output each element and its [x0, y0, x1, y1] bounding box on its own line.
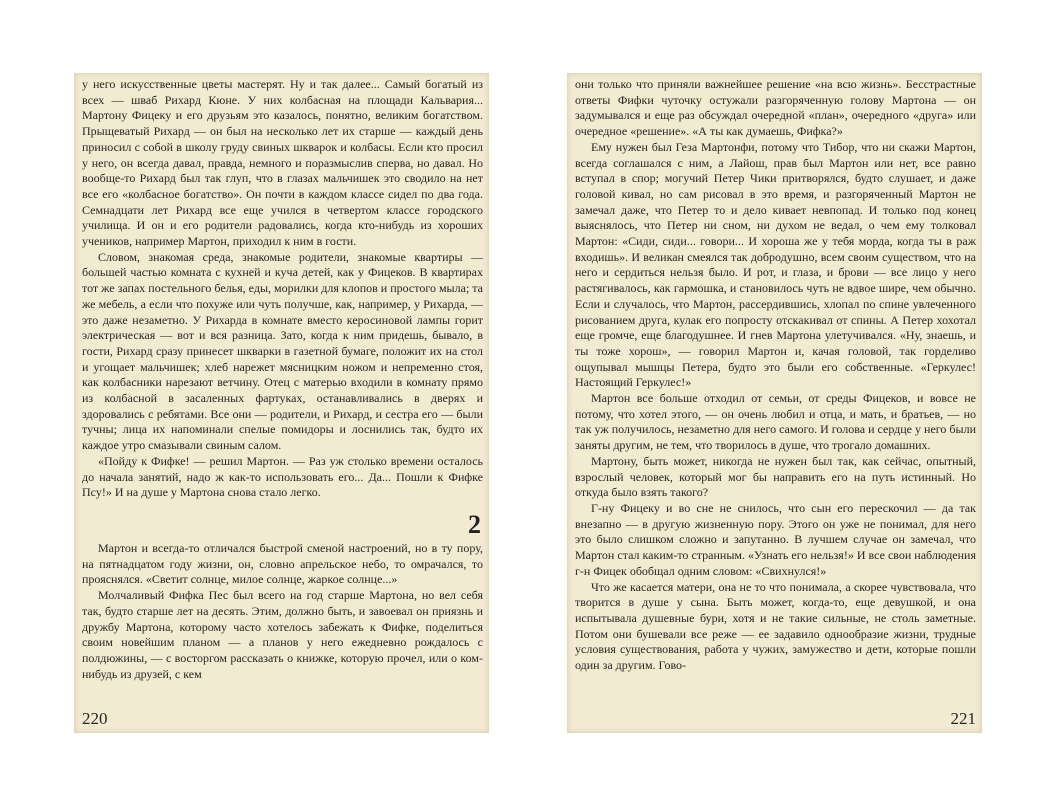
paragraph: Молчаливый Фифка Пес был всего на год старше Мартона, но вел себя так, будто старше лет на десять. Этим, должно быть, и завоевал он приязнь и дружбу Мартона, которому часто хотелось забежать к Фифке, поделиться своим новейшим планом — а планов у него ежедневно рождалось с полдюжины, — с восторгом рассказать о книжке, которую прочел, или о ком-нибудь из друзей, с кем — [82, 588, 483, 681]
right-page — [567, 73, 982, 733]
paragraph: «Пойду к Фифке! — решил Мартон. — Раз уж столько времени осталось до начала занятий, надо ж как-то использовать его... Да... Пошли к Фифке Псу!» И на душе у Мартона снова стало легко. — [82, 453, 483, 500]
paragraph: Словом, знакомая среда, знакомые родители, знакомые квартиры — большей частью комната с кухней и куча детей, как у Фицеков. В квартирах тот же запах постельного белья, еды, морилки для клопов и простого мыла; та же мебель, а если что похуже или чуть получше, как, например, у Рихарда, — это даже незаметно. У Рихарда в комнате вместо керосиновой лампы горит электрическая — вот и вся разница. Зато, когда к ним придешь, бывало, в гости, Рихард сразу принесет шкварки в газетной бумаге, положит их на стол и угощает мальчишек; хлеб нарежет мясницким ножом и непременно стоя, как колбасники нарезают ветчину. Отец с матерью входили в комнату прямо из колбасной в засаленных фартуках, останавливались в дверях и здоровались с ребятами. Все они — родители, и Рихард, и сестра его — были тучны; лица их напоминали спелые помидоры и лоснились так, будто их каждое утро смазывали свиным салом. — [82, 249, 483, 453]
paragraph: они только что приняли важнейшее решение «на всю жизнь». Бесстрастные ответы Фифки чуточку остужали разгоряченную голову Мартона — он задумывался и еще раз обсуждал очередной «план», очередного «друга» или очередное «решение». «А ты как думаешь, Фифка?» — [575, 77, 976, 139]
paragraph: Ему нужен был Геза Мартонфи, потому что Тибор, что ни скажи Мартон, всегда соглашался с ним, а Лайош, прав был Мартон или нет, все равно вступал в спор; могучий Петер Чики притворялся, будто слушает, и даже головой кивал, но сам рисовал в это время, и разгоряченный Мартон не замечал даже, что Петер то и дело кивает невпопад. И только под конец выяснялось, что Петер ни сном, ни духом не ведал, о чем ему толковал Мартон: «Сиди, сиди... говори... И хороша же у тебя морда, когда ты в раж входишь». И великан смеялся так добродушно, всем своим существом, что на него и сердиться нельзя было. И рот, и глаза, и брови — все лицо у него растягивалось, как гармошка, и становилось чуть не вдвое шире, чем обычно. Если и случалось, что Мартон, рассердившись, хлопал по спине увлеченного рисованием друга, кулак его попросту отскакивал от спины. А Петер хохотал еще громче, еще благодушнее. И гнев Мартона улетучивался. «Ну, знаешь, и ты тоже хорош», — говорил Мартон и, качая головой, так горделиво ощупывал мышцы Петера, будто это были его собственные. «Геркулес! Настоящий Геркулес!» — [575, 139, 976, 390]
paragraph: Мартон все больше отходил от семьи, от среды Фицеков, и вовсе не потому, что хотел этого, — он очень любил и отца, и мать, и братьев, — но так уж получилось, незаметно для него самого. И голова и сердце у него были заняты другим, не тем, что творилось в душе, что трогало домашних. — [575, 391, 976, 453]
chapter-number: 2 — [468, 509, 481, 539]
left-page-text — [82, 77, 483, 682]
paragraph: Что же касается матери, она не то что понимала, а скорее чувствовала, что творится в душе у сына. Быть может, когда-то, еще девушкой, и она испытывала душевные бури, хотя и не такие сильные, не столь заметные. Потом они бушевали все реже — ее задавило однообразие жизни, трудные условия существования, работа у чужих, замужество и дети, которые пошли один за другим. Гово- — [575, 579, 976, 673]
page-number: 221 — [950, 709, 976, 728]
paragraph: Мартон и всегда-то отличался быстрой сменой настроений, но в ту пору, на пятнадцатом году жизни, он, словно апрельское небо, то омрачался, то прояснялся. «Светит солнце, милое солнце, жаркое солнце...» — [82, 540, 483, 587]
right-page-text — [575, 77, 976, 674]
left-page — [74, 73, 489, 733]
paragraph: Г-ну Фицеку и во сне не снилось, что сын его перескочил — да так внезапно — в другую жизненную пору. Этого он уже не понимал, для него это было слишком сложно и запутанно. В лучшем случае он замечал, что Мартон стал каким-то странным. «Узнать его нельзя!» И все свои наблюдения г-н Фицек обобщал одним словом: «Свихнулся!» — [575, 500, 976, 578]
page-number: 220 — [82, 709, 108, 728]
paragraph: у него искусственные цветы мастерят. Ну и так далее... Самый богатый из всех — шваб Рихард Кюне. У них колбасная на площади Кальвария... Мартону Фицеку и его друзьям это казалось, понятно, великим богатством. Прыщеватый Рихард — он был на несколько лет их старше — каждый день приносил с собой в школу груду свиных шкварок и колбасы. Если кто просил у него, он всегда давал, правда, немного и поразмыслив сперва, но давал. Но вообще-то Рихард был так глуп, что в глазах мальчишек это сводило на нет все его «колбасное богатство». Он почти в каждом классе сидел по два года. Семнадцати лет Рихард все еще учился в четвертом классе городского училища. И он и его родители радовались, когда кто-нибудь из хороших учеников, например Мартон, приходил к ним в гости. — [82, 77, 483, 249]
paragraph: Мартону, быть может, никогда не нужен был так, как сейчас, опытный, взрослый человек, который мог бы направить его на путь истинный. Но откуда было взять такого? — [575, 453, 976, 500]
